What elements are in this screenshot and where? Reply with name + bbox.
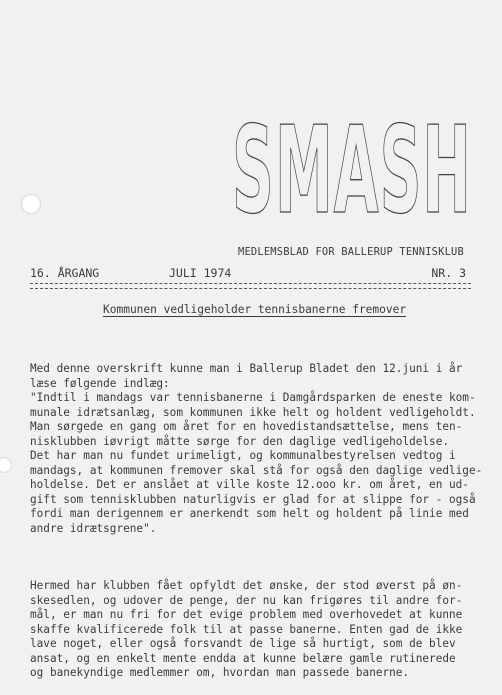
masthead-title: SMASH bbox=[232, 102, 472, 230]
punch-hole bbox=[0, 457, 12, 473]
issue-year: 16. ÅRGANG bbox=[30, 266, 100, 280]
article-body bbox=[30, 333, 483, 695]
masthead-subtitle: MEDLEMSBLAD FOR BALLERUP TENNISKLUB bbox=[238, 246, 464, 258]
issue-number: NR. 3 bbox=[431, 266, 466, 280]
article-paragraph: Med denne overskrift kunne man i Ballerup Bladet den 12.juni i år læse følgende indlæg: "Indtil i mandags var tennisbanerne i Damgårdsparken de eneste kom- munale idrætsanlæg, som kommunen ikke helt og holdent vedligeholdt. Man sørgede en gang om året for en hovedistandsættelse, mens ten- nisklubben iøvrigt måtte sørge for den daglige vedligeholdelse. Det har man nu fundet urimeligt, og kommunalbestyrelsen vedtog i mandags, at kommunen fremover skal stå for også den daglige vedlige- holdelse. Det er anslået at ville koste 12.ooo kr. om året, en ud- gift som tennisklubben naturligvis er glad for at slippe for - også fordi man derigennem er anerkendt som helt og holdent på linie med andre idrætsgrene". bbox=[30, 362, 483, 535]
double-dashed-divider bbox=[30, 283, 471, 289]
article-paragraph: Hermed har klubben fået opfyldt det ønske, der stod øverst på øn- skesedlen, og udover de penge, der nu kan frigøres til andre for- mål, er man nu fri for det evige problem med overhovedet at kunne skaffe kvalificerede folk til at passe banerne. Enten gad de ikke lave noget, eller også forsvandt de lige så hurtigt, som de blev ansat, og en enkelt mente endda at kunne belære gamle rutinerede og banekyndige medlemmer om, hvordan man passede banerne. bbox=[30, 579, 463, 679]
article-headline: Kommunen vedligeholder tennisbanerne fremover bbox=[103, 303, 407, 316]
issue-date: JULI 1974 bbox=[169, 266, 232, 280]
masthead-logo bbox=[228, 70, 476, 230]
punch-hole bbox=[21, 194, 41, 214]
